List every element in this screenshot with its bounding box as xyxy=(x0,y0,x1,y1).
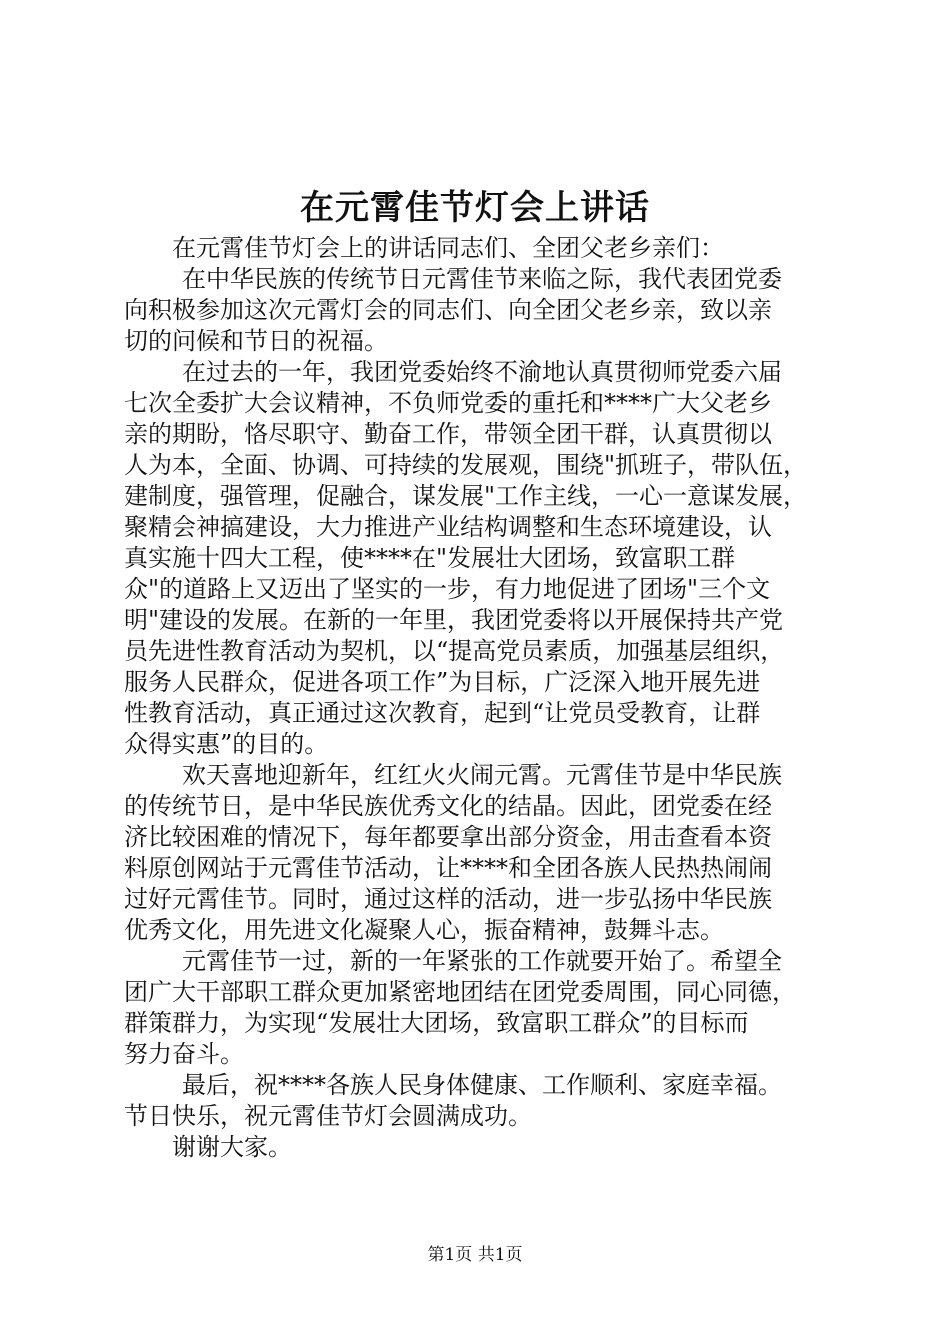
paragraph-line: 济比较困难的情况下，每年都要拿出部分资金，用击查看本资 xyxy=(124,823,772,851)
closing-line: 谢谢大家。 xyxy=(172,1133,292,1161)
paragraph-line: 建制度，强管理，促融合，谋发展"工作主线，一心一意谋发展， xyxy=(124,482,808,510)
paragraph-line: 团广大干部职工群众更加紧密地团结在团党委周围，同心同德， xyxy=(124,978,796,1006)
paragraph-line: 切的问候和节日的祝福。 xyxy=(124,327,388,355)
paragraph-line: 元霄佳节一过，新的一年紧张的工作就要开始了。希望全 xyxy=(182,947,782,975)
paragraph-line: 真实施十四大工程，使****在"发展壮大团场，致富职工群 xyxy=(124,544,736,572)
paragraph-line: 亲的期盼，恪尽职守、勤奋工作，带领全团干群，认真贯彻以 xyxy=(124,420,772,448)
page-footer: 第1页 共1页 xyxy=(427,1245,523,1265)
paragraph-line: 过好元霄佳节。同时，通过这样的活动，进一步弘扬中华民族 xyxy=(124,885,772,913)
document-title: 在元霄佳节灯会上讲话 xyxy=(300,188,650,228)
paragraph-line: 在过去的一年，我团党委始终不渝地认真贯彻师党委六届 xyxy=(182,358,782,386)
paragraph-line: 的传统节日，是中华民族优秀文化的结晶。因此，团党委在经 xyxy=(124,792,772,820)
paragraph-line: 在中华民族的传统节日元霄佳节来临之际，我代表团党委 xyxy=(182,265,782,293)
paragraph-line: 七次全委扩大会议精神，不负师党委的重托和****广大父老乡 xyxy=(124,389,772,417)
paragraph-line: 向积极参加这次元霄灯会的同志们、向全团父老乡亲，致以亲 xyxy=(124,296,772,324)
paragraph-line: 节日快乐，祝元霄佳节灯会圆满成功。 xyxy=(124,1102,532,1130)
paragraph-line: 欢天喜地迎新年，红红火火闹元霄。元霄佳节是中华民族 xyxy=(182,761,782,789)
paragraph-line: 员先进性教育活动为契机，以“提高党员素质，加强基层组织， xyxy=(124,637,785,665)
paragraph-line: 料原创网站于元霄佳节活动，让****和全团各族人民热热闹闹 xyxy=(124,854,772,882)
salutation-line: 在元霄佳节灯会上的讲话同志们、全团父老乡亲们： xyxy=(172,234,724,262)
paragraph-line: 众得实惠”的目的。 xyxy=(124,730,329,758)
paragraph-line: 群策群力，为实现“发展壮大团场，致富职工群众”的目标而 xyxy=(124,1009,749,1037)
paragraph-line: 服务人民群众，促进各项工作”为目标，广泛深入地开展先进 xyxy=(124,668,761,696)
paragraph-line: 最后，祝****各族人民身体健康、工作顺利、家庭幸福。 xyxy=(182,1071,782,1099)
paragraph-line: 明"建设的发展。在新的一年里，我团党委将以开展保持共产党 xyxy=(124,606,784,634)
paragraph-line: 努力奋斗。 xyxy=(124,1040,244,1068)
paragraph-line: 人为本，全面、协调、可持续的发展观，围绕"抓班子，带队伍， xyxy=(124,451,808,479)
paragraph-line: 聚精会神搞建设，大力推进产业结构调整和生态环境建设，认 xyxy=(124,513,772,541)
document-body xyxy=(124,233,834,1163)
paragraph-line: 众"的道路上又迈出了坚实的一步，有力地促进了团场"三个文 xyxy=(124,575,771,603)
paragraph-line: 优秀文化，用先进文化凝聚人心，振奋精神，鼓舞斗志。 xyxy=(124,916,724,944)
paragraph-line: 性教育活动，真正通过这次教育，起到“让党员受教育，让群 xyxy=(124,699,761,727)
